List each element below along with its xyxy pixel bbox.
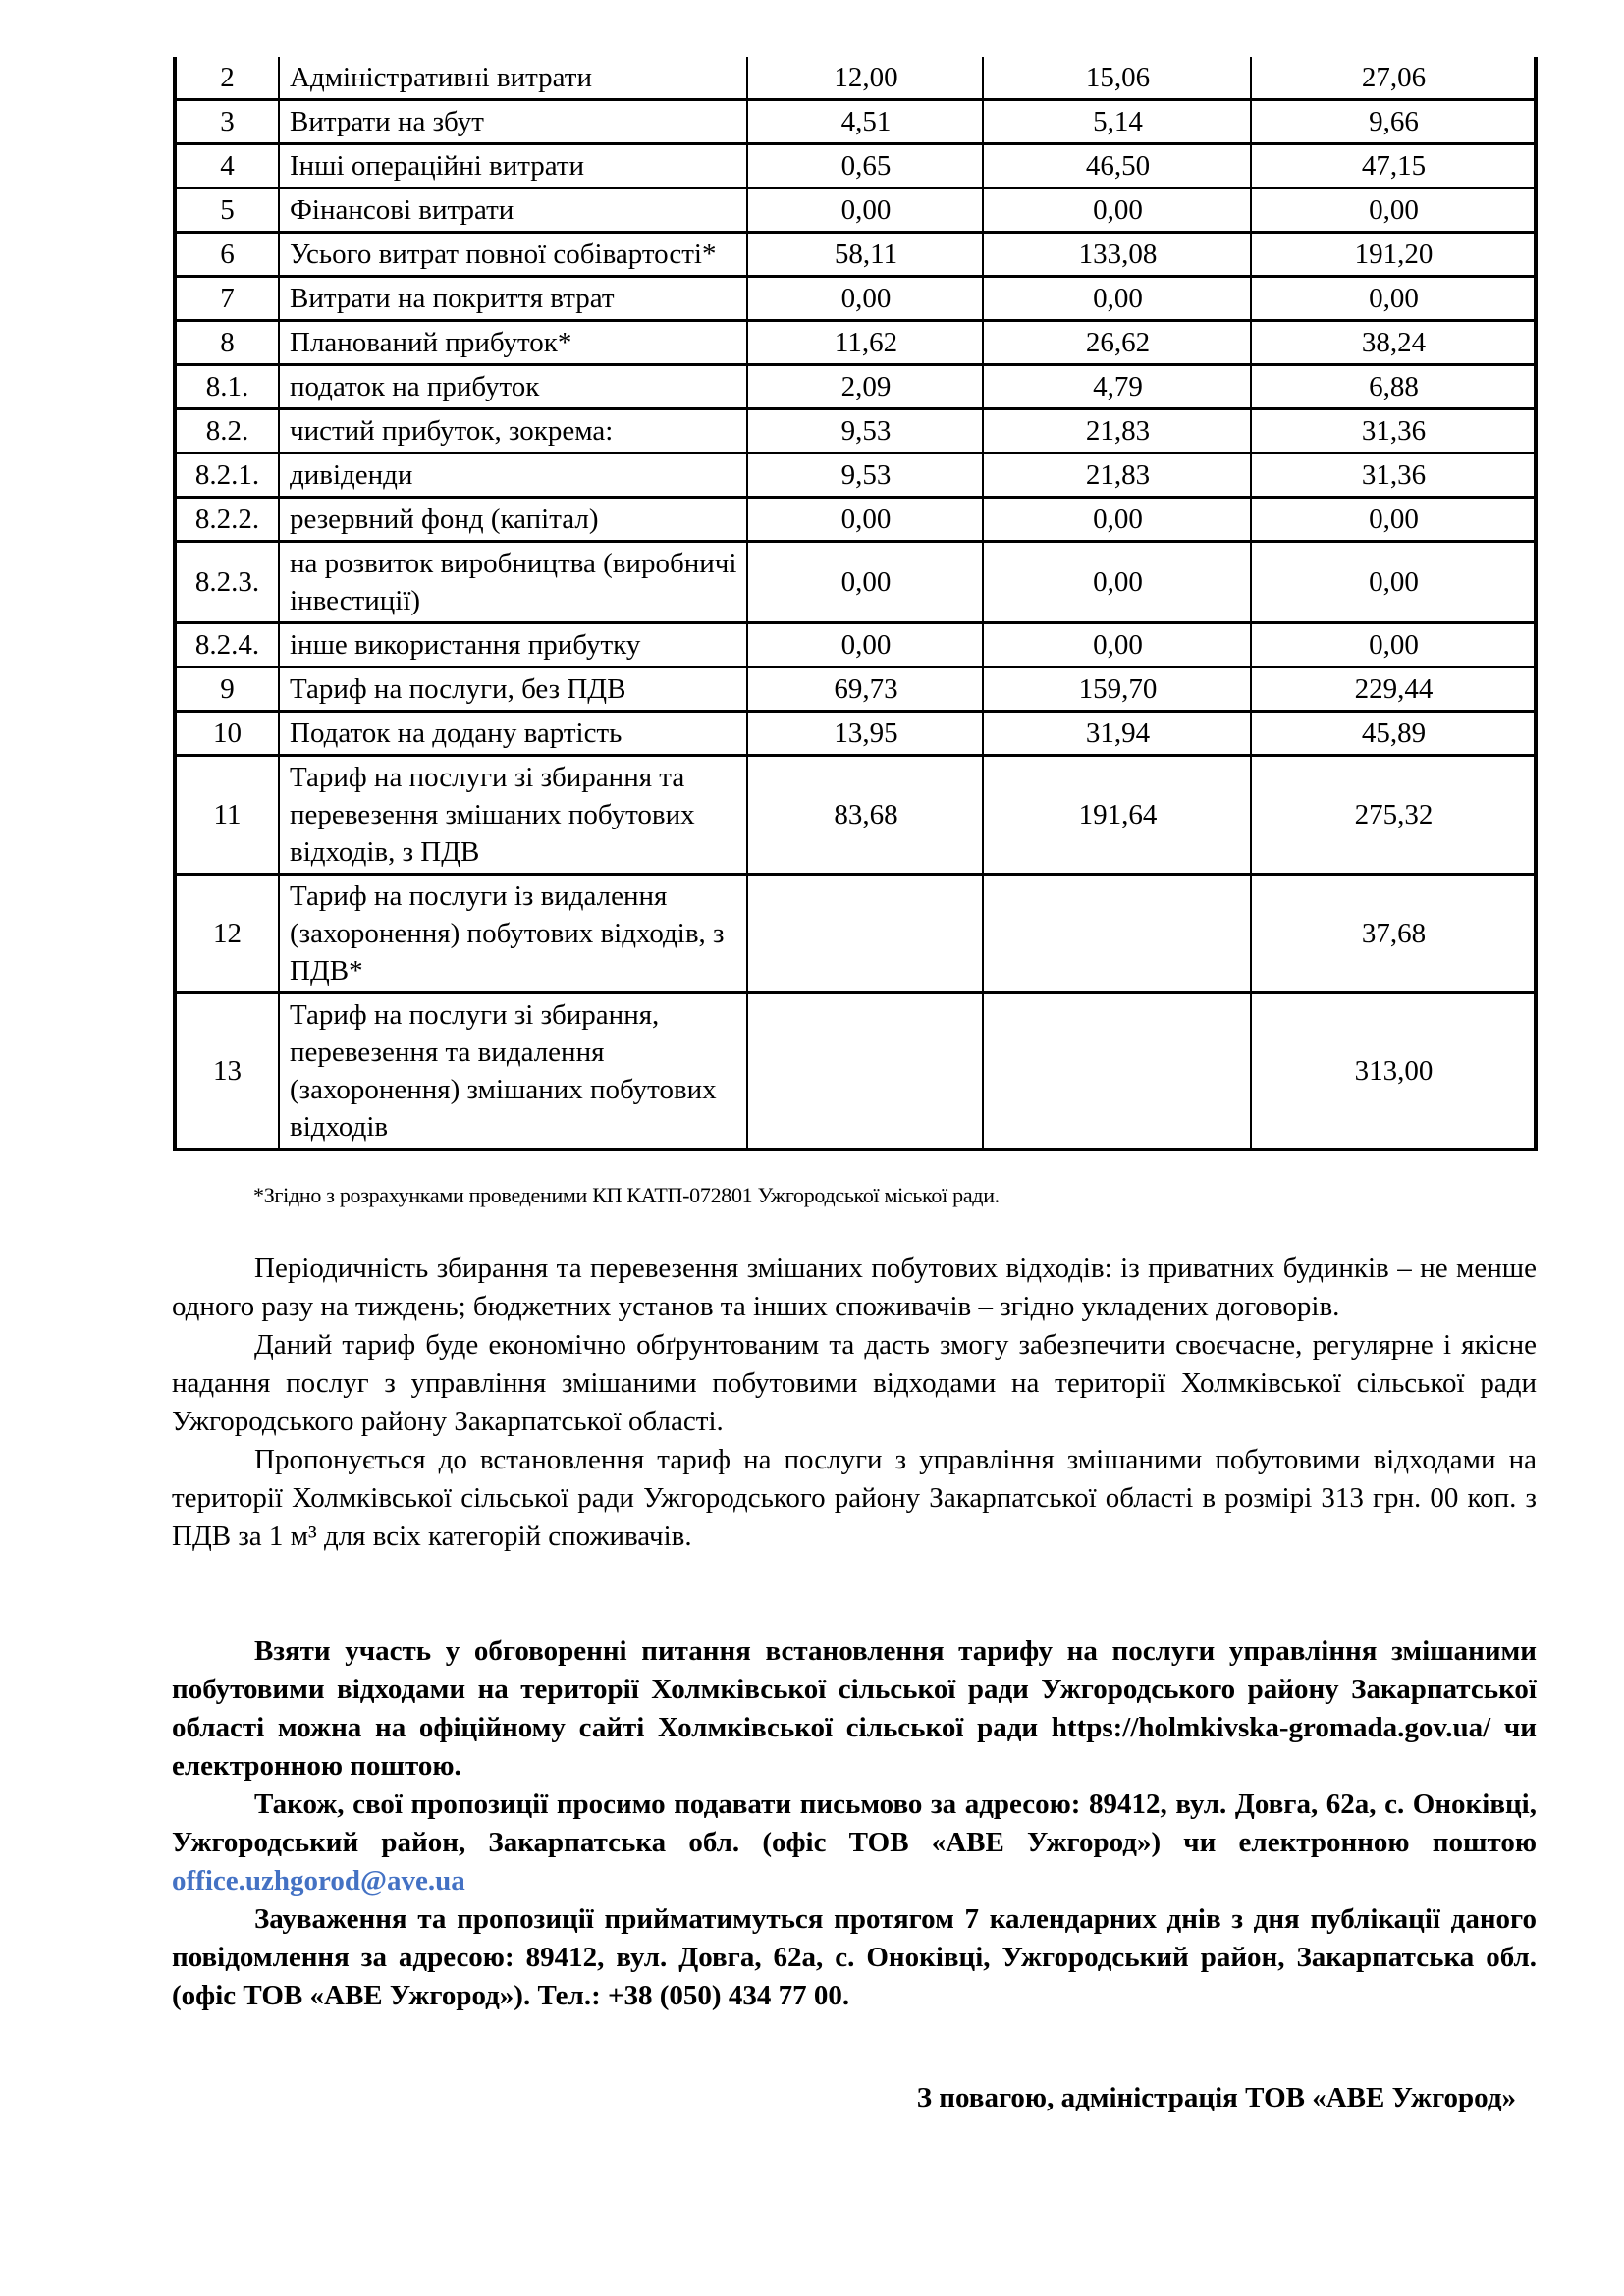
value-cell-2: 0,00 xyxy=(983,623,1251,667)
tariff-proposal-paragraph: Пропонується до встановлення тариф на послуги з управління змішаними побутовими відходами на території Холмківської сільської ради Ужгородського району Закарпатської області в розмірі 313 грн. 00 коп. з ПДВ за 1 м³ для всіх категорій споживачів. xyxy=(172,1444,1537,1552)
table-row xyxy=(175,623,1536,667)
table-row xyxy=(175,277,1536,321)
row-label-cell: Витрати на покриття втрат xyxy=(279,277,747,321)
table-row xyxy=(175,712,1536,756)
value-cell-2: 5,14 xyxy=(983,100,1251,144)
value-cell-total: 31,36 xyxy=(1251,409,1536,454)
table-row xyxy=(175,993,1536,1150)
row-label-cell: на розвиток виробництва (виробничі інвестиції) xyxy=(279,542,747,623)
row-label-cell: чистий прибуток, зокрема: xyxy=(279,409,747,454)
table-row xyxy=(175,233,1536,277)
table-row xyxy=(175,144,1536,188)
value-cell-1: 4,51 xyxy=(747,100,983,144)
value-cell-2 xyxy=(983,875,1251,993)
row-number-cell: 11 xyxy=(175,756,279,875)
value-cell-1: 0,00 xyxy=(747,623,983,667)
table-row xyxy=(175,57,1536,100)
row-label-cell: Тариф на послуги зі збирання, перевезення та видалення (захоронення) змішаних побутових відходів xyxy=(279,993,747,1150)
row-number-cell: 10 xyxy=(175,712,279,756)
row-label-cell: Фінансові витрати xyxy=(279,188,747,233)
row-number-cell: 2 xyxy=(175,57,279,100)
table-row xyxy=(175,498,1536,542)
table-row xyxy=(175,409,1536,454)
tariff-justification-paragraph: Даний тариф буде економічно обґрунтованим та дасть змогу забезпечити своєчасне, регулярне і якісне надання послуг з управління змішаними побутовими відходами на території Холмківської сільської ради Ужгородського району Закарпатської області. xyxy=(172,1329,1537,1437)
value-cell-2: 21,83 xyxy=(983,409,1251,454)
value-cell-1: 0,00 xyxy=(747,277,983,321)
value-cell-1: 0,65 xyxy=(747,144,983,188)
value-cell-1: 12,00 xyxy=(747,57,983,100)
row-number-cell: 8.2.1. xyxy=(175,454,279,498)
comments-deadline-paragraph: Зауваження та пропозиції прийматимуться протягом 7 календарних днів з дня публікації даного повідомлення за адресою: 89412, вул. Довга, 62а, с. Оноківці, Ужгородський район, Закарпатська обл. (офіс ТОВ «АВЕ Ужгород»). Тел.: +38 (050) 434 77 00. xyxy=(172,1903,1537,2011)
value-cell-total: 47,15 xyxy=(1251,144,1536,188)
value-cell-total: 6,88 xyxy=(1251,365,1536,409)
value-cell-2: 31,94 xyxy=(983,712,1251,756)
value-cell-total: 0,00 xyxy=(1251,277,1536,321)
value-cell-1 xyxy=(747,875,983,993)
row-label-cell: Тариф на послуги із видалення (захоронення) побутових відходів, з ПДВ* xyxy=(279,875,747,993)
table-row xyxy=(175,188,1536,233)
value-cell-total: 0,00 xyxy=(1251,623,1536,667)
row-label-cell: резервний фонд (капітал) xyxy=(279,498,747,542)
row-label-cell: Планований прибуток* xyxy=(279,321,747,365)
written-proposals-text: Також, свої пропозиції просимо подавати письмово за адресою: 89412, вул. Довга, 62а, с. Оноківці, Ужгородський район, Закарпатська обл. (офіс ТОВ «АВЕ Ужгород») чи електронною поштою xyxy=(172,1789,1537,1858)
table-footnote: *Згідно з розрахунками проведеними КП КАТП-072801 Ужгородської міської ради. xyxy=(253,1183,1000,1207)
value-cell-1: 0,00 xyxy=(747,498,983,542)
value-cell-2: 46,50 xyxy=(983,144,1251,188)
value-cell-2: 0,00 xyxy=(983,277,1251,321)
value-cell-total: 37,68 xyxy=(1251,875,1536,993)
value-cell-2: 4,79 xyxy=(983,365,1251,409)
value-cell-2: 21,83 xyxy=(983,454,1251,498)
row-number-cell: 8 xyxy=(175,321,279,365)
value-cell-1: 11,62 xyxy=(747,321,983,365)
row-label-cell: Тариф на послуги зі збирання та перевезення змішаних побутових відходів, з ПДВ xyxy=(279,756,747,875)
value-cell-2 xyxy=(983,993,1251,1150)
collection-frequency-paragraph: Періодичність збирання та перевезення змішаних побутових відходів: із приватних будинків – не менше одного разу на тиждень; бюджетних установ та інших споживачів – згідно укладених договорів. xyxy=(172,1253,1537,1322)
table-row xyxy=(175,454,1536,498)
row-label-cell: Тариф на послуги, без ПДВ xyxy=(279,667,747,712)
written-proposals-paragraph xyxy=(172,1786,1537,1900)
value-cell-1: 0,00 xyxy=(747,542,983,623)
row-label-cell: інше використання прибутку xyxy=(279,623,747,667)
value-cell-2: 0,00 xyxy=(983,498,1251,542)
value-cell-total: 0,00 xyxy=(1251,542,1536,623)
value-cell-1: 83,68 xyxy=(747,756,983,875)
value-cell-2: 26,62 xyxy=(983,321,1251,365)
table-row xyxy=(175,875,1536,993)
row-label-cell: Податок на додану вартість xyxy=(279,712,747,756)
value-cell-1: 9,53 xyxy=(747,409,983,454)
table-row xyxy=(175,542,1536,623)
row-number-cell: 6 xyxy=(175,233,279,277)
value-cell-total: 0,00 xyxy=(1251,188,1536,233)
row-label-cell: Усього витрат повної собівартості* xyxy=(279,233,747,277)
row-number-cell: 8.2.4. xyxy=(175,623,279,667)
tariff-calculation-table xyxy=(173,57,1538,1151)
table-row xyxy=(175,321,1536,365)
row-label-cell: Витрати на збут xyxy=(279,100,747,144)
value-cell-1: 0,00 xyxy=(747,188,983,233)
row-number-cell: 12 xyxy=(175,875,279,993)
value-cell-total: 191,20 xyxy=(1251,233,1536,277)
table-row xyxy=(175,756,1536,875)
value-cell-2: 133,08 xyxy=(983,233,1251,277)
value-cell-2: 159,70 xyxy=(983,667,1251,712)
value-cell-2: 0,00 xyxy=(983,188,1251,233)
row-label-cell: дивіденди xyxy=(279,454,747,498)
table-row xyxy=(175,365,1536,409)
value-cell-1 xyxy=(747,993,983,1150)
row-number-cell: 8.1. xyxy=(175,365,279,409)
row-number-cell: 5 xyxy=(175,188,279,233)
value-cell-total: 31,36 xyxy=(1251,454,1536,498)
value-cell-total: 45,89 xyxy=(1251,712,1536,756)
row-number-cell: 13 xyxy=(175,993,279,1150)
public-discussion-section xyxy=(172,1632,1537,2015)
row-number-cell: 7 xyxy=(175,277,279,321)
value-cell-1: 2,09 xyxy=(747,365,983,409)
signature: З повагою, адміністрація ТОВ «АВЕ Ужгород» xyxy=(916,2082,1516,2113)
row-label-cell: податок на прибуток xyxy=(279,365,747,409)
description-section xyxy=(172,1250,1537,1556)
table-row xyxy=(175,100,1536,144)
row-label-cell: Адміністративні витрати xyxy=(279,57,747,100)
value-cell-total: 0,00 xyxy=(1251,498,1536,542)
row-number-cell: 9 xyxy=(175,667,279,712)
value-cell-total: 275,32 xyxy=(1251,756,1536,875)
value-cell-total: 38,24 xyxy=(1251,321,1536,365)
value-cell-2: 191,64 xyxy=(983,756,1251,875)
table-row xyxy=(175,667,1536,712)
email-link[interactable]: office.uzhgorod@ave.ua xyxy=(172,1865,465,1896)
value-cell-total: 313,00 xyxy=(1251,993,1536,1150)
discussion-invitation-paragraph: Взяти участь у обговоренні питання встановлення тарифу на послуги управління змішаними побутовими відходами на території Холмківської сільської ради Ужгородського району Закарпатської області можна на офіційному сайті Холмківської сільської ради https://holmkivska-gromada.gov.ua/ чи електронною поштою. xyxy=(172,1635,1537,1782)
value-cell-total: 229,44 xyxy=(1251,667,1536,712)
row-number-cell: 8.2.3. xyxy=(175,542,279,623)
value-cell-total: 9,66 xyxy=(1251,100,1536,144)
value-cell-2: 15,06 xyxy=(983,57,1251,100)
row-label-cell: Інші операційні витрати xyxy=(279,144,747,188)
row-number-cell: 8.2. xyxy=(175,409,279,454)
value-cell-1: 13,95 xyxy=(747,712,983,756)
value-cell-2: 0,00 xyxy=(983,542,1251,623)
row-number-cell: 3 xyxy=(175,100,279,144)
value-cell-1: 9,53 xyxy=(747,454,983,498)
row-number-cell: 4 xyxy=(175,144,279,188)
value-cell-total: 27,06 xyxy=(1251,57,1536,100)
value-cell-1: 58,11 xyxy=(747,233,983,277)
value-cell-1: 69,73 xyxy=(747,667,983,712)
row-number-cell: 8.2.2. xyxy=(175,498,279,542)
